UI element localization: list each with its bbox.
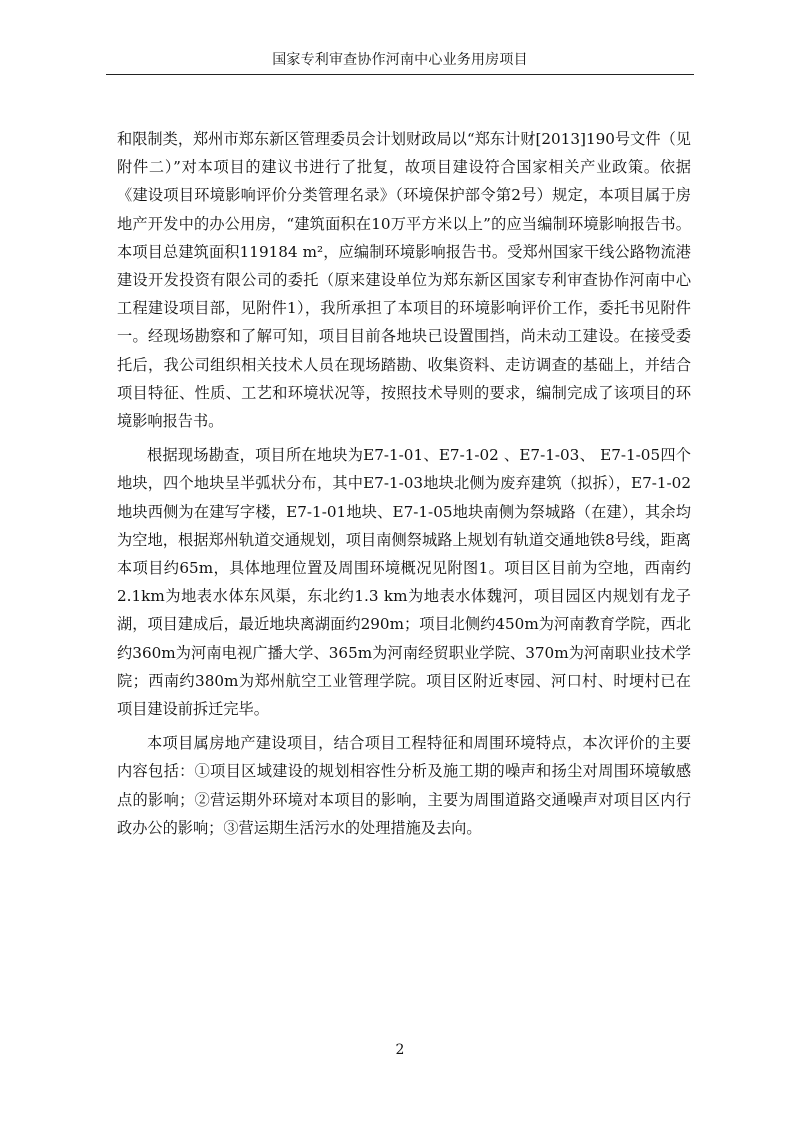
paragraph-1: 和限制类，郑州市郑东新区管理委员会计划财政局以“郑东计财[2013]190号文件（见附件二）”对本项目的建议书进行了批复，故项目建设符合国家相关产业政策。依据《建设项目环境影响评价分类管理名录》（环境保护部令第2号）规定，本项目属于房地产开发中的办公用房，“建筑面积在10万平方米以上”的应当编制环境影响报告书。本项目总建筑面积119184 m²，应编制环境影响报告书。受郑州国家干线公路物流港建设开发投资有限公司的委托（原来建设单位为郑东新区国家专利审查协作河南中心工程建设项目部，见附件1），我所承担了本项目的环境影响评价工作，委托书见附件一。经现场勘察和了解可知，项目目前各地块已设置围挡，尚未动工建设。在接受委托后，我公司组织相关技术人员在现场踏勘、收集资料、走访调查的基础上，并结合项目特征、性质、工艺和环境状况等，按照技术导则的要求，编制完成了该项目的环境影响报告书。	[117, 130, 691, 431]
header-rule	[106, 74, 694, 75]
page-number: 2	[395, 1042, 405, 1058]
running-header: 国家专利审查协作河南中心业务用房项目	[272, 52, 528, 68]
document-body	[117, 125, 691, 848]
paragraph-3: 本项目属房地产建设项目，结合项目工程特征和周围环境特点，本次评价的主要内容包括：①项目区域建设的规划相容性分析及施工期的噪声和扬尘对周围环境敏感点的影响；②营运期外环境对本项目的影响，主要为周围道路交通噪声对项目区内行政办公的影响；③营运期生活污水的处理措施及去向。	[117, 734, 691, 837]
paragraph-2: 根据现场勘查，项目所在地块为E7-1-01、E7-1-02 、E7-1-03、 E7-1-05四个地块，四个地块呈半弧状分布，其中E7-1-03地块北侧为废弃建筑（拟拆），E7-1-02地块西侧为在建写字楼，E7-1-01地块、E7-1-05地块南侧为祭城路（在建），其余均为空地，根据郑州轨道交通规划，项目南侧祭城路上规划有轨道交通地铁8号线，距离本项目约65m，具体地理位置及周围环境概况见附图1。项目区目前为空地，西南约2.1km为地表水体东风渠，东北约1.3 km为地表水体魏河，项目园区内规划有龙子湖，项目建成后，最近地块离湖面约290m；项目北侧约450m为河南教育学院，西北约360m为河南电视广播大学、365m为河南经贸职业学院、370m为河南职业技术学院；西南约380m为郑州航空工业管理学院。项目区附近枣园、河口村、时埂村已在项目建设前拆迁完毕。	[117, 446, 691, 719]
